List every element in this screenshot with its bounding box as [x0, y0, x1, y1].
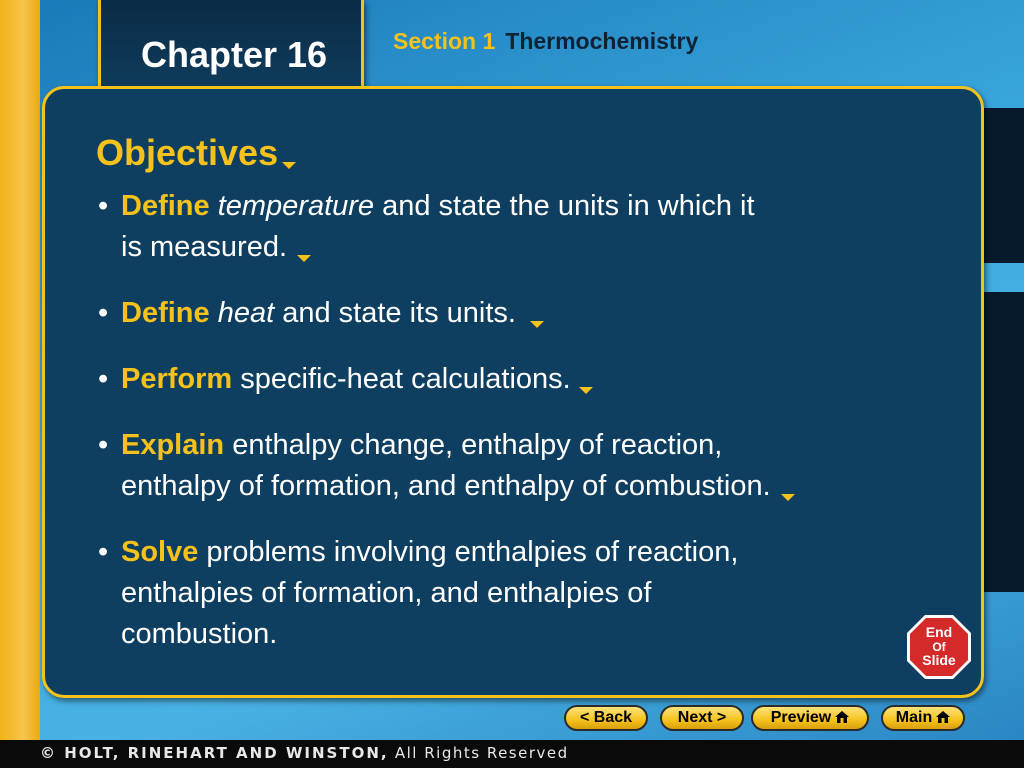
right-dark-block	[984, 292, 1024, 592]
next-button[interactable]: Next >	[660, 705, 744, 731]
copyright-rest: All Rights Reserved	[388, 744, 569, 762]
section-title	[393, 28, 698, 55]
preview-label: Preview	[770, 709, 832, 726]
bullet-keyword: Define	[121, 190, 210, 222]
reveal-arrow-icon[interactable]	[297, 255, 311, 262]
reveal-arrow-icon[interactable]	[530, 321, 544, 328]
home-icon	[936, 711, 950, 723]
list-item	[96, 425, 916, 507]
section-label: Section 1	[393, 28, 496, 54]
copyright-brand: © HOLT, RINEHART AND WINSTON,	[40, 744, 389, 762]
end-slide-line1: End	[925, 624, 953, 640]
list-item	[96, 359, 916, 400]
bullet-keyword: Perform	[121, 363, 233, 395]
bullet-keyword: Explain	[121, 429, 225, 461]
reveal-arrow-icon[interactable]	[579, 387, 593, 394]
bullet-text-cont: enthalpy of formation, and enthalpy of combustion.	[121, 470, 771, 502]
bullet-term: heat	[217, 297, 275, 329]
bullet-dot: •	[98, 536, 109, 568]
copyright	[40, 744, 569, 762]
bullet-text: enthalpy change, enthalpy of reaction,	[224, 429, 723, 461]
bullet-text: and state the units in which it	[374, 190, 755, 222]
bullet-term: temperature	[217, 190, 375, 222]
section-topic: Thermochemistry	[505, 28, 699, 54]
bullet-text: specific-heat calculations.	[232, 363, 571, 395]
end-slide-line3: Slide	[922, 652, 956, 668]
main-label: Main	[895, 709, 933, 726]
left-accent-stripe	[0, 0, 40, 740]
bullet-text: and state its units.	[274, 297, 516, 329]
bullet-keyword: Solve	[121, 536, 199, 568]
list-item	[96, 186, 916, 268]
list-item	[96, 293, 916, 334]
bullet-text-cont: enthalpies of formation, and enthalpies of	[121, 577, 652, 609]
back-button[interactable]: < Back	[564, 705, 648, 731]
chapter-label: Chapter 16	[140, 34, 328, 75]
end-of-slide-button[interactable]	[906, 614, 972, 680]
bullet-dot: •	[98, 297, 109, 329]
bullet-text-cont: combustion.	[121, 618, 278, 650]
list-item	[96, 532, 916, 655]
main-button[interactable]	[881, 705, 965, 731]
bullet-keyword: Define	[121, 297, 210, 329]
objectives-list	[96, 186, 916, 680]
preview-button[interactable]	[751, 705, 869, 731]
home-icon	[835, 711, 849, 723]
bullet-text-cont: is measured.	[121, 231, 288, 263]
bullet-dot: •	[98, 363, 109, 395]
navigation-bar	[0, 705, 1024, 733]
bullet-dot: •	[98, 190, 109, 222]
bullet-text: problems involving enthalpies of reaction,	[198, 536, 739, 568]
bullet-dot: •	[98, 429, 109, 461]
right-dark-block	[984, 108, 1024, 263]
reveal-arrow-icon[interactable]	[781, 494, 795, 501]
page-title	[96, 132, 296, 174]
reveal-arrow-icon[interactable]	[282, 162, 296, 169]
heading-text: Objectives	[96, 132, 279, 173]
end-slide-line2: Of	[932, 640, 946, 654]
